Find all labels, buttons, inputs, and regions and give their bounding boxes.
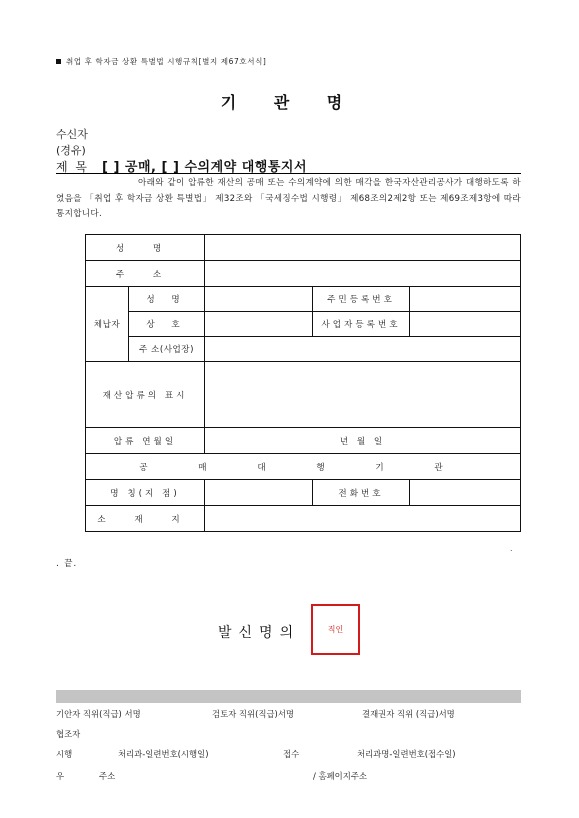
official-seal-box [311, 604, 360, 655]
delinquent-name-label-cell [129, 287, 205, 312]
address-field[interactable] [205, 261, 521, 287]
end-mark: . 끝. [56, 559, 78, 569]
dispatch-number-field: 처리과-일련번호(시행일) [118, 749, 209, 759]
homepage-label: / 홈페이지주소 [313, 771, 368, 781]
subject-underline [56, 173, 521, 174]
seizure-date-value: 년 월 일 [339, 436, 386, 447]
property-label-cell [86, 362, 205, 428]
location-label-cell [86, 506, 205, 532]
location-field[interactable] [205, 506, 521, 532]
notice-table [85, 234, 521, 532]
location-label: 소 재 지 [97, 514, 193, 525]
phone-label: 전화번호 [338, 488, 384, 499]
address-label-cell [86, 261, 205, 287]
delinquent-name-field[interactable] [205, 287, 313, 312]
name-field[interactable] [205, 235, 521, 261]
business-address-label-cell [129, 337, 205, 362]
phone-field[interactable] [410, 480, 521, 506]
seizure-date-label: 압류 연월일 [113, 436, 177, 447]
resident-no-label-cell [313, 287, 410, 312]
delinquent-label-cell [86, 287, 129, 362]
business-no-label: 사업자등록번호 [321, 320, 401, 330]
property-label: 재산압류의 표시 [102, 390, 188, 401]
enforcement-label: 시행 [56, 749, 73, 759]
phone-label-cell [313, 480, 410, 506]
trade-name-label-cell [129, 312, 205, 337]
agency-name-label-cell [86, 480, 205, 506]
official-seal-text: 직인 [327, 625, 344, 634]
seizure-date-field[interactable] [205, 428, 521, 454]
delinquent-label: 체납자 [93, 320, 121, 330]
agency-header: 공 매 대 행 기 관 [139, 462, 467, 473]
subject-title: [ ] 공매, [ ] 수의계약 대행통지서 [102, 160, 307, 175]
business-address-label: 주 소(사업장) [139, 345, 194, 355]
address-label: 주 소 [115, 269, 175, 280]
footer-divider-bar [56, 690, 521, 703]
collaborator-field: 협조자 [56, 729, 81, 739]
address-footer-label: 주소 [99, 771, 116, 781]
organization-name-title: 기 관 명 [220, 93, 359, 112]
agency-name-field[interactable] [205, 480, 313, 506]
via-label: (경유) [56, 144, 86, 157]
trade-name-field[interactable] [205, 312, 313, 337]
recipient-label: 수신자 [56, 128, 88, 141]
notice-body [56, 176, 521, 223]
trade-name-label: 상 호 [146, 320, 187, 330]
business-no-field[interactable] [410, 312, 521, 337]
resident-no-field[interactable] [410, 287, 521, 312]
agency-name-label: 명 칭(지 점) [110, 488, 180, 499]
dot-mark: . [510, 544, 513, 553]
form-identifier-text: 취업 후 학자금 상환 특별법 시행규칙[별지 제67호서식] [66, 57, 267, 66]
approver-field: 결재권자 직위 (직급)서명 [362, 709, 455, 719]
name-label-cell [86, 235, 205, 261]
notice-body-text: 아래와 같이 압류한 재산의 공매 또는 수의계약에 의한 매각을 한국자산관리공사가 대행하도록 하였음을 「취업 후 학자금 상환 특별법」 제32조와 「국세징수법 시행령」 제68조의2제2항 또는 제69조제3항에 따라 통지합니다. [56, 178, 521, 219]
delinquent-name-label: 성 명 [146, 295, 187, 305]
reviewer-field: 검토자 직위(직급)서명 [212, 709, 295, 719]
square-bullet-icon [56, 59, 61, 64]
seizure-date-label-cell [86, 428, 205, 454]
receipt-label: 접수 [283, 749, 300, 759]
receipt-number-field: 처리과명-일련번호(접수일) [357, 749, 456, 759]
property-field[interactable] [205, 362, 521, 428]
agency-header-cell [86, 454, 521, 480]
sender-name: 발신명의 [218, 625, 301, 641]
zip-label: 우 [56, 771, 65, 781]
business-address-field[interactable] [205, 337, 521, 362]
name-label: 성 명 [115, 243, 175, 254]
resident-no-label: 주민등록번호 [327, 295, 395, 305]
form-identifier [56, 56, 266, 67]
subject-label: 제 목 [56, 160, 89, 174]
drafter-field: 기안자 직위(직급) 서명 [56, 709, 141, 719]
business-no-label-cell [313, 312, 410, 337]
